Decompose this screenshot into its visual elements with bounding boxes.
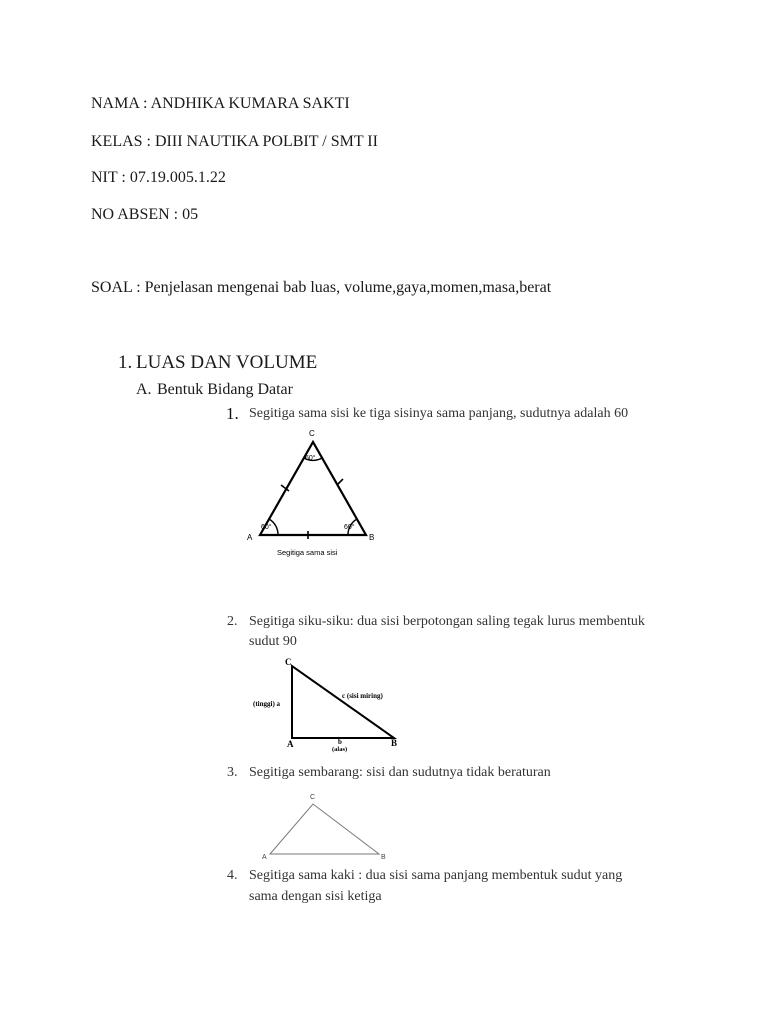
- side-label-c: c (sisi miring): [342, 692, 383, 700]
- section-number: 1.: [118, 352, 133, 373]
- item-number: 3.: [227, 765, 238, 780]
- angle-label: 60°: [305, 455, 316, 462]
- item-number: 4.: [227, 868, 238, 883]
- item-text: sama dengan sisi ketiga: [249, 889, 382, 904]
- subsection-letter: A.: [136, 381, 152, 398]
- side-label-b: b: [338, 738, 342, 746]
- item-number: 2.: [227, 614, 238, 629]
- side-label-a: (tinggi) a: [253, 700, 281, 708]
- vertex-label-b: B: [391, 738, 398, 748]
- vertex-label-c: C: [310, 794, 316, 801]
- vertex-label-c: C: [285, 657, 292, 667]
- side-label-b-caption: (alas): [332, 746, 348, 753]
- student-class: KELAS : DIII NAUTIKA POLBIT / SMT II: [91, 133, 378, 150]
- student-name: NAMA : ANDHIKA KUMARA SAKTI: [91, 95, 350, 112]
- section-title: LUAS DAN VOLUME: [136, 352, 318, 373]
- figure-caption: Segitiga sama sisi: [277, 548, 338, 557]
- item-text: Segitiga sama sisi ke tiga sisinya sama panjang, sudutnya adalah 60: [249, 406, 629, 421]
- vertex-label-b: B: [381, 854, 386, 861]
- vertex-label-a: A: [287, 739, 294, 749]
- student-absen: NO ABSEN : 05: [91, 206, 199, 223]
- subsection-title: Bentuk Bidang Datar: [157, 381, 293, 398]
- equilateral-triangle-figure: [240, 425, 380, 565]
- student-nit: NIT : 07.19.005.1.22: [91, 169, 226, 186]
- vertex-label-a: A: [262, 854, 267, 861]
- tick-mark: [337, 479, 343, 485]
- item-text: Segitiga sama kaki : dua sisi sama panjang membentuk sudut yang: [249, 868, 623, 883]
- right-triangle-figure: [245, 652, 425, 755]
- vertex-label-c: C: [309, 429, 315, 438]
- triangle-shape: [270, 804, 379, 854]
- scalene-triangle-figure: [255, 790, 395, 865]
- angle-label: 60°: [344, 524, 355, 531]
- angle-label: 60°: [261, 524, 272, 531]
- item-number: 1.: [226, 404, 239, 423]
- item-text: Segitiga sembarang: sisi dan sudutnya tidak beraturan: [249, 765, 551, 780]
- vertex-label-a: A: [247, 533, 253, 542]
- question-text: SOAL : Penjelasan mengenai bab luas, volume,gaya,momen,masa,berat: [91, 279, 552, 296]
- triangle-shape: [292, 666, 394, 738]
- item-text: Segitiga siku-siku: dua sisi berpotongan saling tegak lurus membentuk: [249, 614, 645, 629]
- item-text: sudut 90: [249, 634, 297, 649]
- vertex-label-b: B: [369, 533, 375, 542]
